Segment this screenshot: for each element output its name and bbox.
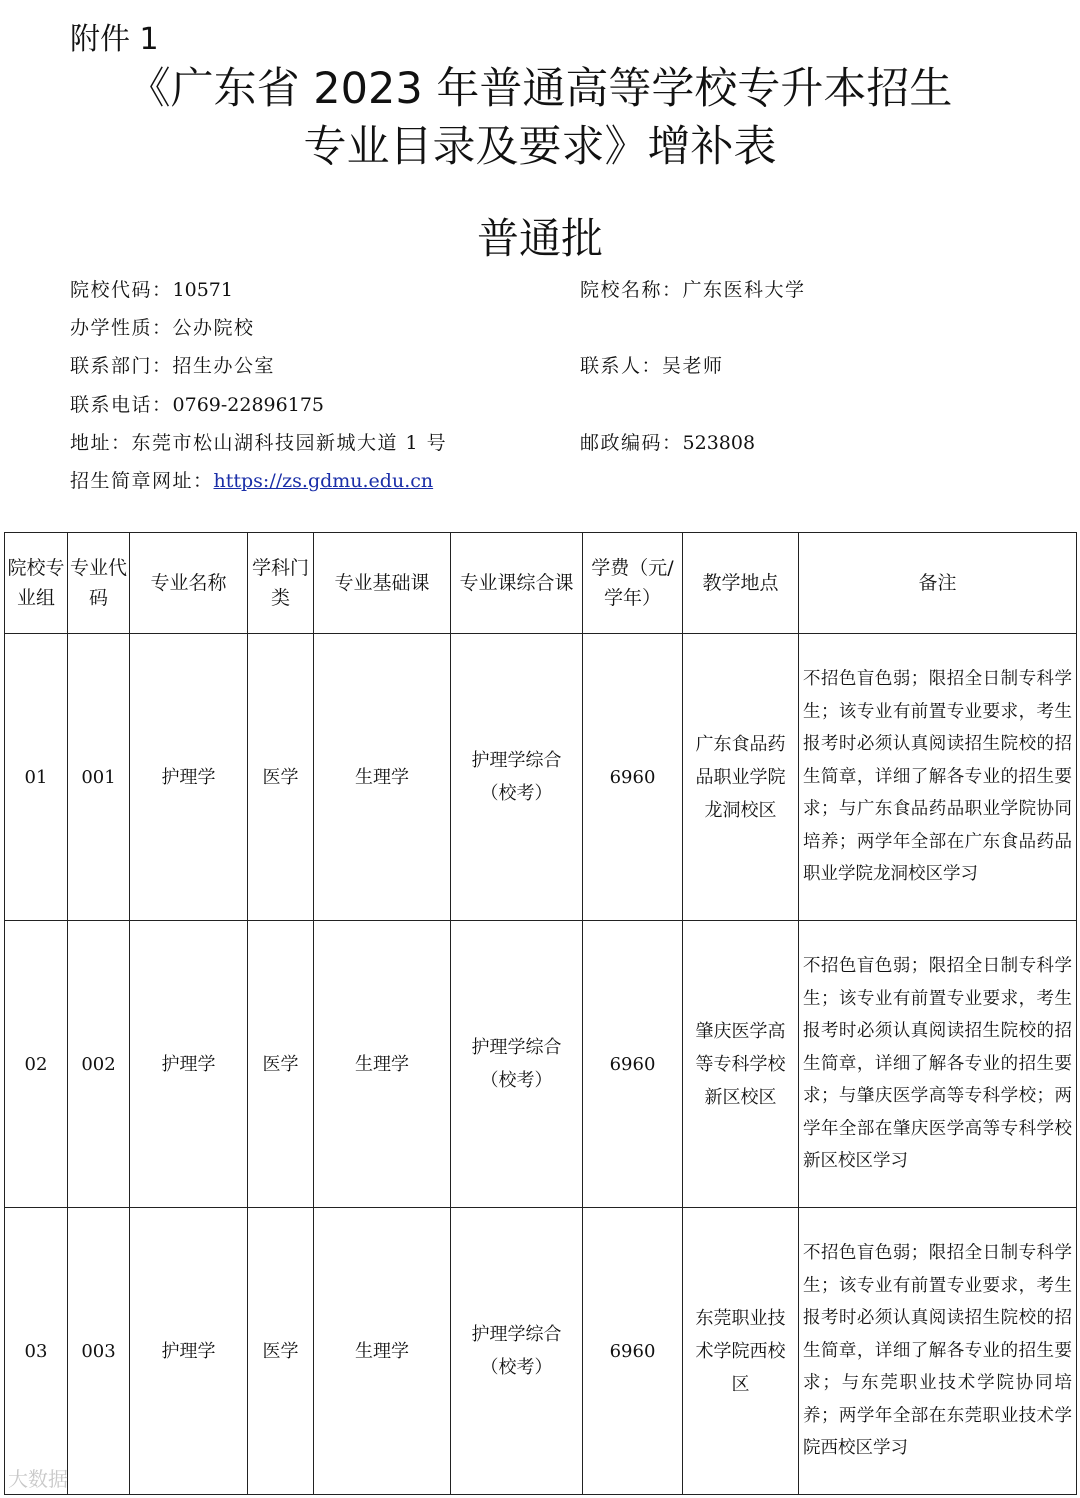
school-nature-label: 办学性质： (70, 317, 173, 339)
major-cell: 护理学 (130, 921, 248, 1208)
location-cell: 肇庆医学高等专科学校新区校区 (683, 921, 799, 1208)
column-header: 专业代码 (68, 533, 130, 634)
department-value: 招生办公室 (172, 355, 276, 377)
website-label: 招生简章网址： (70, 470, 214, 492)
code-cell: 002 (68, 921, 130, 1208)
phone-value: 0769-22896175 (172, 394, 324, 416)
phone-label: 联系电话： (70, 394, 173, 416)
basic-course-cell: 生理学 (314, 1208, 451, 1495)
school-name-field (580, 278, 806, 302)
column-header: 专业基础课 (314, 533, 451, 634)
comprehensive-course-cell: 护理学综合（校考） (451, 921, 583, 1208)
remark-cell: 不招色盲色弱；限招全日制专科学生；该专业有前置专业要求，考生报考时必须认真阅读招生院校的招生简章，详细了解各专业的招生要求；与肇庆医学高等专科学校；两学年全部在肇庆医学高等专科学校新区校区学习 (799, 921, 1077, 1208)
column-header: 院校专业组 (5, 533, 68, 634)
website-field (70, 469, 433, 493)
address-field (70, 431, 447, 455)
category-cell: 医学 (248, 921, 314, 1208)
tuition-cell: 6960 (583, 634, 683, 921)
location-cell: 东莞职业技术学院西校区 (683, 1208, 799, 1495)
tuition-cell: 6960 (583, 1208, 683, 1495)
major-cell: 护理学 (130, 634, 248, 921)
comprehensive-course-cell: 护理学综合（校考） (451, 634, 583, 921)
remark-cell: 不招色盲色弱；限招全日制专科学生；该专业有前置专业要求，考生报考时必须认真阅读招生院校的招生简章，详细了解各专业的招生要求；与东莞职业技术学院协同培养；两学年全部在东莞职业技术学院西校区学习 (799, 1208, 1077, 1495)
location-cell: 广东食品药品职业学院龙洞校区 (683, 634, 799, 921)
contact-person-field (580, 354, 724, 378)
batch-heading: 普通批 (476, 214, 603, 263)
phone-field (70, 393, 324, 417)
address-value: 东莞市松山湖科技园新城大道 1 号 (131, 432, 448, 454)
postcode-label: 邮政编码： (580, 432, 683, 454)
code-cell: 001 (68, 634, 130, 921)
contact-person-label: 联系人： (580, 355, 663, 377)
attachment-label: 附件 1 (70, 22, 159, 57)
comprehensive-course-cell: 护理学综合（校考） (451, 1208, 583, 1495)
document-title-line-1: 《广东省 2023 年普通高等学校专升本招生 (127, 64, 953, 114)
code-cell: 003 (68, 1208, 130, 1495)
school-code-field (70, 278, 233, 302)
contact-person-value: 吴老师 (662, 355, 724, 377)
basic-course-cell: 生理学 (314, 634, 451, 921)
school-code-value: 10571 (172, 279, 233, 301)
major-cell: 护理学 (130, 1208, 248, 1495)
column-header: 专业课综合课 (451, 533, 583, 634)
remark-cell: 不招色盲色弱；限招全日制专科学生；该专业有前置专业要求，考生报考时必须认真阅读招生院校的招生简章，详细了解各专业的招生要求；与广东食品药品职业学院协同培养；两学年全部在广东食品药品职业学院龙洞校区学习 (799, 634, 1077, 921)
school-name-label: 院校名称： (580, 279, 683, 301)
department-label: 联系部门： (70, 355, 173, 377)
school-nature-field (70, 316, 255, 340)
category-cell: 医学 (248, 634, 314, 921)
table-header-row (5, 533, 1077, 634)
column-header: 教学地点 (683, 533, 799, 634)
group-cell: 02 (5, 921, 68, 1208)
document-title-line-2: 专业目录及要求》增补表 (303, 122, 777, 172)
basic-course-cell: 生理学 (314, 921, 451, 1208)
column-header: 学科门类 (248, 533, 314, 634)
department-field (70, 354, 275, 378)
table-row (5, 634, 1077, 921)
school-nature-value: 公办院校 (172, 317, 255, 339)
table-row (5, 921, 1077, 1208)
column-header: 备注 (799, 533, 1077, 634)
school-name-value: 广东医科大学 (682, 279, 806, 301)
category-cell: 医学 (248, 1208, 314, 1495)
watermark: 大数据 (8, 1467, 68, 1491)
postcode-value: 523808 (682, 432, 756, 454)
column-header: 学费（元/学年） (583, 533, 683, 634)
school-code-label: 院校代码： (70, 279, 173, 301)
column-header: 专业名称 (130, 533, 248, 634)
postcode-field (580, 431, 755, 455)
group-cell: 03 (5, 1208, 68, 1495)
group-cell: 01 (5, 634, 68, 921)
major-catalog-table (4, 532, 1077, 1495)
table-row (5, 1208, 1077, 1495)
address-label: 地址： (70, 432, 132, 454)
tuition-cell: 6960 (583, 921, 683, 1208)
website-link[interactable]: https://zs.gdmu.edu.cn (213, 470, 434, 492)
